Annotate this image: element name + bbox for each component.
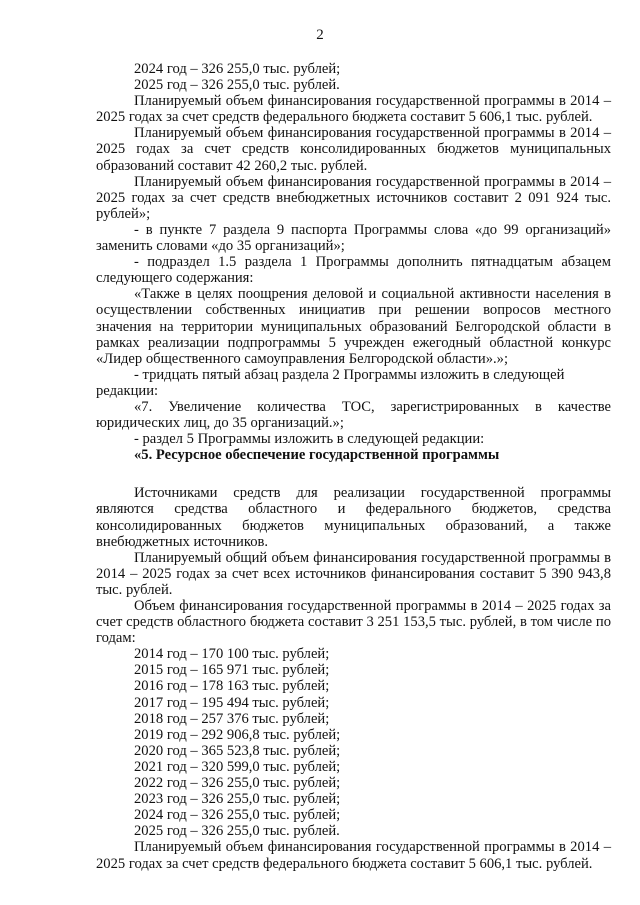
paragraph: Источниками средств для реализации государственной программы являются средства областного и федерального бюджетов, средства консолидированных бюджетов муниципальных образований, а также внебюджетных источников. (96, 485, 611, 550)
year-line: 2024 год – 326 255,0 тыс. рублей; (134, 807, 341, 824)
year-line: 2020 год – 365 523,8 тыс. рублей; (134, 742, 341, 759)
year-line: 2024 год – 326 255,0 тыс. рублей; (134, 61, 341, 77)
year-line: 2025 год – 326 255,0 тыс. рублей. (134, 823, 340, 840)
paragraph: Объем финансирования государственной программы в 2014 – 2025 годах за счет средств областного бюджета составит 3 251 153,5 тыс. рублей, в том числе по годам: (96, 598, 611, 647)
year-line: 2015 год – 165 971 тыс. рублей; (134, 662, 330, 679)
year-line: 2022 год – 326 255,0 тыс. рублей; (134, 775, 341, 792)
spacer (96, 463, 611, 485)
paragraph: - раздел 5 Программы изложить в следующей редакции: (134, 431, 485, 448)
year-list (96, 646, 611, 839)
section-heading: «5. Ресурсное обеспечение государственной программы (134, 447, 500, 464)
quoted-paragraph: «Также в целях поощрения деловой и социальной активности населения в осуществлении собственных инициатив при решении вопросов местного значения на территории муниципальных образований Белгородской области в рамках реализации подпрограммы 5 учрежден ежегодный областной конкурс «Лидер общественного самоуправления Белгородской области».»; (96, 286, 611, 367)
quoted-paragraph: «7. Увеличение количества ТОС, зарегистрированных в качестве юридических лиц, до 35 организаций.»; (96, 398, 611, 432)
paragraph: Планируемый объем финансирования государственной программы в 2014 – 2025 годах за счет средств консолидированных бюджетов муниципальных образований составит 42 260,2 тыс. рублей. (96, 125, 611, 174)
year-line: 2014 год – 170 100 тыс. рублей; (134, 646, 330, 663)
page-number: 2 (316, 27, 324, 43)
paragraph: Планируемый объем финансирования государственной программы в 2014 – 2025 годах за счет средств федерального бюджета составит 5 606,1 тыс. рублей. (96, 93, 611, 126)
paragraph: - в пункте 7 раздела 9 паспорта Программы слова «до 99 организаций» заменить словами «до 35 организаций»; (96, 221, 611, 255)
year-line: 2023 год – 326 255,0 тыс. рублей; (134, 791, 341, 808)
paragraph: - подраздел 1.5 раздела 1 Программы дополнить пятнадцатым абзацем следующего содержания: (96, 254, 611, 287)
year-line: 2017 год – 195 494 тыс. рублей; (134, 694, 330, 711)
year-line: 2016 год – 178 163 тыс. рублей; (134, 678, 330, 695)
top-year-list (96, 61, 611, 93)
paragraph: - тридцать пятый абзац раздела 2 Программы изложить в следующей редакции: (96, 366, 565, 399)
paragraph: Планируемый объем финансирования государственной программы в 2014 – 2025 годах за счет средств федерального бюджета составит 5 606,1 тыс. рублей. (96, 839, 611, 872)
paragraph: Планируемый объем финансирования государственной программы в 2014 – 2025 годах за счет средств внебюджетных источников составит 2 091 924 тыс. рублей»; (96, 173, 611, 222)
year-line: 2019 год – 292 906,8 тыс. рублей; (134, 726, 341, 743)
document-body (96, 61, 611, 872)
year-line: 2018 год – 257 376 тыс. рублей; (134, 710, 330, 727)
year-line: 2025 год – 326 255,0 тыс. рублей. (134, 77, 340, 94)
paragraph: Планируемый общий объем финансирования государственной программы в 2014 – 2025 годах за счет всех источников финансирования составит 5 390 943,8 тыс. рублей. (96, 549, 611, 598)
year-line: 2021 год – 320 599,0 тыс. рублей; (134, 758, 341, 775)
